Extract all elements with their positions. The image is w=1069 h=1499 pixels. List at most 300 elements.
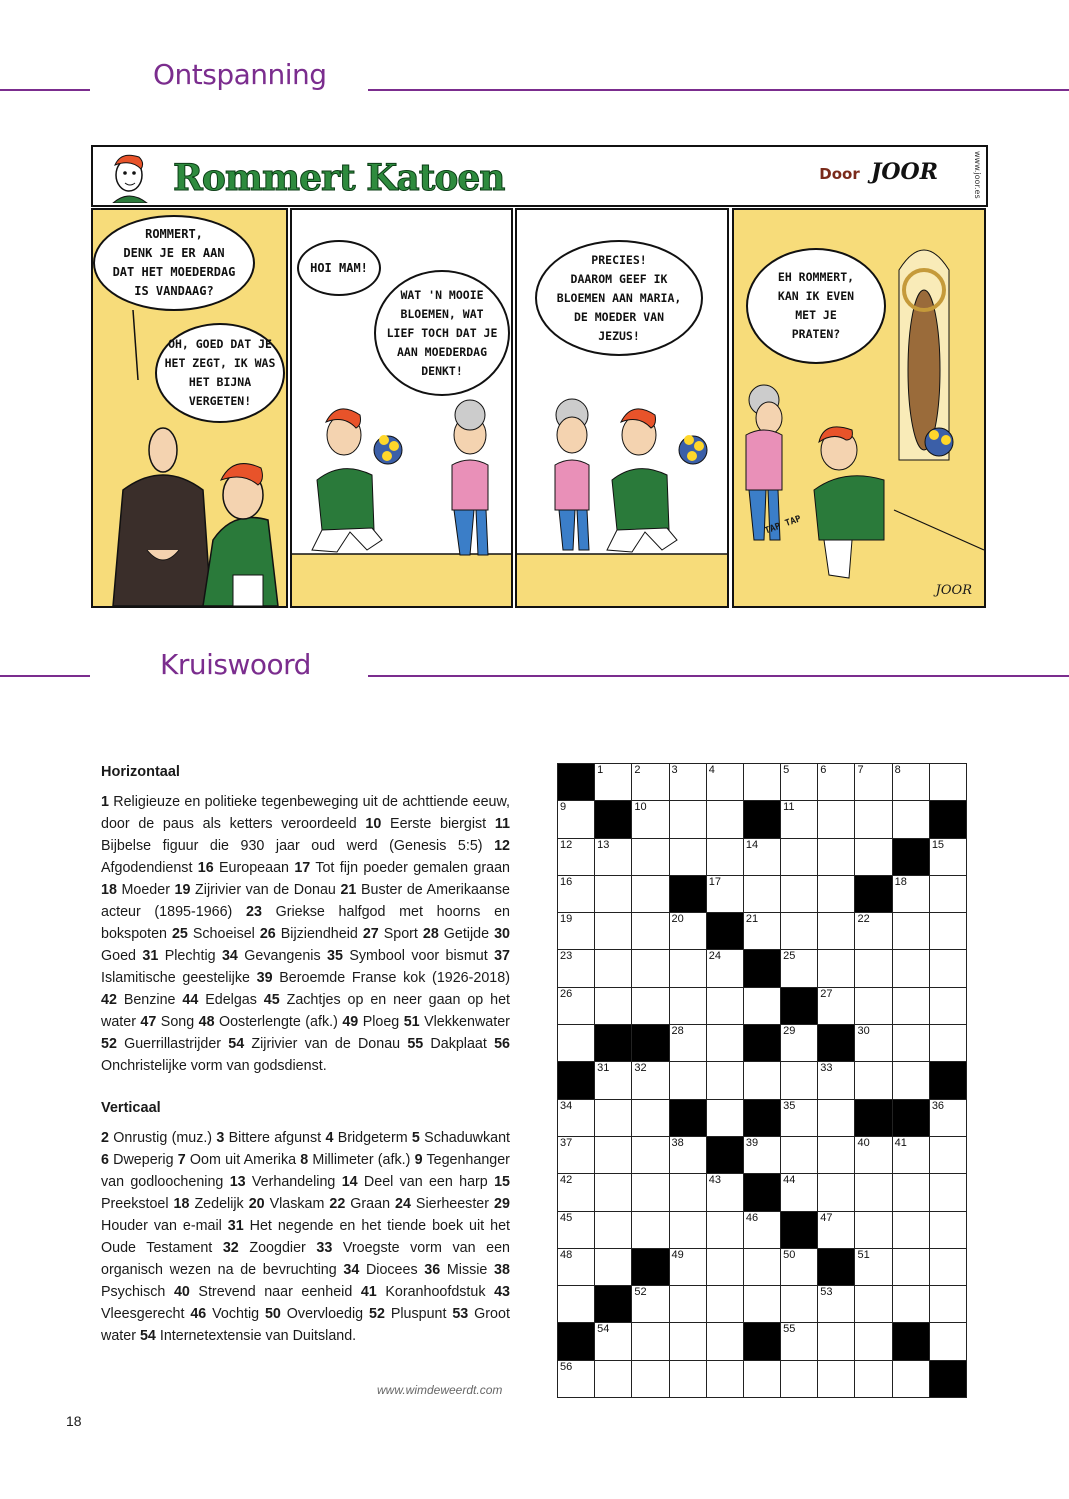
grid-cell[interactable] xyxy=(854,1248,892,1286)
grid-cell[interactable] xyxy=(780,875,818,913)
grid-cell[interactable] xyxy=(557,838,595,876)
clue-number: 24 xyxy=(395,1196,411,1212)
grid-cell[interactable] xyxy=(743,912,781,950)
grid-cell[interactable] xyxy=(892,875,930,913)
grid-cell[interactable] xyxy=(929,987,967,1025)
grid-cell[interactable] xyxy=(631,838,669,876)
grid-cell[interactable] xyxy=(706,763,744,801)
grid-cell[interactable] xyxy=(929,838,967,876)
speech-bubble: EH ROMMERT, KAN IK EVEN MET JE PRATEN? xyxy=(746,248,886,364)
grid-cell[interactable] xyxy=(743,1285,781,1323)
clue-number: 33 xyxy=(316,1240,333,1256)
grid-cell[interactable] xyxy=(631,1099,669,1137)
sound-effect: TAP TAP xyxy=(763,514,803,537)
grid-cell[interactable] xyxy=(669,987,707,1025)
clue xyxy=(395,1196,489,1212)
grid-cell[interactable] xyxy=(706,1024,744,1062)
grid-cell[interactable] xyxy=(706,1099,744,1137)
grid-cell-black xyxy=(743,1322,781,1360)
grid-cell[interactable] xyxy=(892,1285,930,1323)
clue-number: 50 xyxy=(264,1306,281,1322)
clue-text: Zijrivier van de Donau xyxy=(251,1036,401,1052)
grid-cell[interactable] xyxy=(929,1136,967,1174)
grid-cell[interactable] xyxy=(706,838,744,876)
grid-cell[interactable] xyxy=(854,1024,892,1062)
grid-cell-black xyxy=(780,1211,818,1249)
grid-cell[interactable] xyxy=(631,875,669,913)
grid-cell[interactable] xyxy=(557,1099,595,1137)
grid-cell[interactable] xyxy=(854,763,892,801)
clue xyxy=(325,1130,407,1146)
grid-cell[interactable] xyxy=(669,763,707,801)
grid-cell[interactable] xyxy=(669,1024,707,1062)
grid-cell-black xyxy=(594,1024,632,1062)
grid-cell[interactable] xyxy=(892,1248,930,1286)
grid-cell[interactable] xyxy=(817,912,855,950)
cell-number: 38 xyxy=(671,1136,684,1149)
clue-number: 31 xyxy=(142,948,159,964)
grid-cell[interactable] xyxy=(557,949,595,987)
clue-text: Eerste biergist xyxy=(390,816,487,832)
grid-cell[interactable] xyxy=(594,949,632,987)
grid-cell[interactable] xyxy=(854,1285,892,1323)
clue xyxy=(230,1174,336,1190)
clue-list xyxy=(101,791,510,1077)
grid-cell[interactable] xyxy=(631,1173,669,1211)
clue-text: Tot fijn poeder gemalen graan xyxy=(315,860,510,876)
clue xyxy=(300,1152,410,1168)
clue-text: Schoeisel xyxy=(192,926,255,942)
grid-cell[interactable] xyxy=(669,1360,707,1398)
grid-cell[interactable] xyxy=(706,1285,744,1323)
clue xyxy=(101,1152,174,1168)
cell-number: 10 xyxy=(634,801,647,814)
clue-text: Zachtjes op en neer gaan op het water xyxy=(101,992,510,1030)
grid-cell[interactable] xyxy=(892,763,930,801)
grid-cell[interactable] xyxy=(780,949,818,987)
clue-text: Schaduwkant xyxy=(424,1130,510,1146)
grid-cell[interactable] xyxy=(929,1099,967,1137)
grid-cell[interactable] xyxy=(817,1173,855,1211)
clue-text: Diocees xyxy=(365,1262,418,1278)
grid-cell[interactable] xyxy=(854,1360,892,1398)
grid-cell[interactable] xyxy=(780,912,818,950)
grid-cell[interactable] xyxy=(892,987,930,1025)
grid-cell[interactable] xyxy=(854,1322,892,1360)
grid-cell[interactable] xyxy=(631,1360,669,1398)
grid-cell[interactable] xyxy=(706,987,744,1025)
grid-cell-black xyxy=(854,875,892,913)
grid-cell-black xyxy=(892,1099,930,1137)
grid-cell[interactable] xyxy=(743,1136,781,1174)
grid-cell[interactable] xyxy=(929,875,967,913)
clues-heading: Horizontaal xyxy=(101,764,180,780)
grid-cell-black xyxy=(780,987,818,1025)
grid-cell[interactable] xyxy=(929,1211,967,1249)
grid-cell[interactable] xyxy=(594,1248,632,1286)
clue xyxy=(223,1240,306,1256)
grid-cell[interactable] xyxy=(743,763,781,801)
clue-number: 13 xyxy=(229,1174,246,1190)
grid-cell[interactable] xyxy=(594,987,632,1025)
grid-cell[interactable] xyxy=(669,1285,707,1323)
grid-cell[interactable] xyxy=(892,949,930,987)
clue-number: 56 xyxy=(494,1036,510,1052)
clue-text: Verhandeling xyxy=(251,1174,336,1190)
grid-cell[interactable] xyxy=(557,1136,595,1174)
cell-number: 14 xyxy=(745,838,759,851)
grid-cell[interactable] xyxy=(892,912,930,950)
cell-number: 16 xyxy=(560,875,573,888)
clue xyxy=(190,1306,259,1322)
clue xyxy=(101,1036,221,1052)
grid-cell[interactable] xyxy=(669,1173,707,1211)
grid-cell[interactable] xyxy=(743,1211,781,1249)
grid-cell[interactable] xyxy=(631,1322,669,1360)
clue xyxy=(265,1306,363,1322)
grid-cell[interactable] xyxy=(854,1136,892,1174)
grid-cell[interactable] xyxy=(780,800,818,838)
grid-cell[interactable] xyxy=(594,1099,632,1137)
grid-cell[interactable] xyxy=(631,1136,669,1174)
crossword-credit: www.wimdeweerdt.com xyxy=(377,1383,503,1397)
grid-cell[interactable] xyxy=(780,1136,818,1174)
clue xyxy=(175,882,336,898)
grid-cell-black xyxy=(669,875,707,913)
cell-number: 1 xyxy=(597,764,604,776)
grid-cell[interactable] xyxy=(557,1248,595,1286)
grid-cell[interactable] xyxy=(892,1173,930,1211)
grid-cell[interactable] xyxy=(780,1173,818,1211)
grid-cell-black xyxy=(817,1248,855,1286)
grid-cell-black xyxy=(817,1024,855,1062)
grid-cell[interactable] xyxy=(929,1024,967,1062)
grid-cell[interactable] xyxy=(669,1061,707,1099)
clue-number: 49 xyxy=(342,1014,359,1030)
grid-cell[interactable] xyxy=(892,1360,930,1398)
grid-cell[interactable] xyxy=(743,1360,781,1398)
clue-text: Oom uit Amerika xyxy=(189,1152,297,1168)
clue-text: Symbool voor bismut xyxy=(349,948,488,964)
grid-cell-black xyxy=(929,800,967,838)
joor-signature: JOOR xyxy=(870,159,938,185)
grid-cell[interactable] xyxy=(780,1322,818,1360)
grid-cell[interactable] xyxy=(817,875,855,913)
speech-bubble: HOI MAM! xyxy=(297,240,381,296)
grid-cell[interactable] xyxy=(929,1173,967,1211)
grid-cell[interactable] xyxy=(594,1211,632,1249)
grid-cell[interactable] xyxy=(929,1248,967,1286)
grid-cell[interactable] xyxy=(854,949,892,987)
clue-text: Bijbelse figuur die 930 jaar oud werd (Genesis 5:5) xyxy=(101,838,483,854)
grid-cell[interactable] xyxy=(817,1211,855,1249)
cell-number: 22 xyxy=(857,913,870,926)
grid-cell[interactable] xyxy=(743,1248,781,1286)
grid-cell[interactable] xyxy=(557,1360,595,1398)
cell-number: 21 xyxy=(745,913,759,926)
clues-verticaal xyxy=(101,1097,510,1347)
grid-cell[interactable] xyxy=(557,1285,595,1323)
grid-cell[interactable] xyxy=(929,1322,967,1360)
clue-text: Dweperig xyxy=(113,1152,174,1168)
grid-cell[interactable] xyxy=(780,1024,818,1062)
grid-cell[interactable] xyxy=(631,763,669,801)
section-title-ontspanning: Ontspanning xyxy=(153,58,327,91)
grid-cell[interactable] xyxy=(780,1061,818,1099)
grid-cell[interactable] xyxy=(854,838,892,876)
cell-number: 47 xyxy=(820,1211,833,1224)
grid-cell[interactable] xyxy=(780,1248,818,1286)
clue-text: Tegenhanger van godloochening xyxy=(101,1152,510,1190)
clue xyxy=(140,1328,356,1344)
grid-cell[interactable] xyxy=(817,1360,855,1398)
clue xyxy=(101,992,175,1008)
grid-cell[interactable] xyxy=(557,875,595,913)
cell-number: 28 xyxy=(671,1025,684,1038)
clue-number: 45 xyxy=(263,992,280,1008)
clue xyxy=(199,1014,338,1030)
clue-text: Overvloedig xyxy=(286,1306,364,1322)
grid-cell[interactable] xyxy=(631,800,669,838)
clue-text: Song xyxy=(160,1014,195,1030)
cell-number: 20 xyxy=(671,913,684,926)
clue-text: Buster de Amerikaanse acteur (1895-1966) xyxy=(101,882,510,920)
grid-cell[interactable] xyxy=(594,1173,632,1211)
grid-cell[interactable] xyxy=(817,1285,855,1323)
clue-text: Guerrillastrijder xyxy=(124,1036,222,1052)
section-rule-right xyxy=(368,675,1069,677)
clue xyxy=(174,1284,352,1300)
grid-cell-black xyxy=(892,1322,930,1360)
cell-number: 46 xyxy=(745,1211,759,1224)
grid-cell[interactable] xyxy=(817,1136,855,1174)
grid-cell[interactable] xyxy=(780,1360,818,1398)
grid-cell[interactable] xyxy=(594,1136,632,1174)
grid-cell[interactable] xyxy=(594,763,632,801)
grid-cell[interactable] xyxy=(669,838,707,876)
grid-cell[interactable] xyxy=(557,912,595,950)
clue-number: 11 xyxy=(494,816,510,832)
cell-number: 23 xyxy=(560,950,573,963)
grid-cell[interactable] xyxy=(817,987,855,1025)
cell-number: 18 xyxy=(894,875,907,888)
grid-cell[interactable] xyxy=(706,1248,744,1286)
grid-cell[interactable] xyxy=(669,800,707,838)
clue-text: Missie xyxy=(446,1262,488,1278)
grid-cell[interactable] xyxy=(743,1061,781,1099)
grid-cell[interactable] xyxy=(631,1061,669,1099)
clue-text: Edelgas xyxy=(205,992,257,1008)
clue-text: Ploeg xyxy=(362,1014,400,1030)
clue-text: Millimeter (afk.) xyxy=(312,1152,411,1168)
clues-heading: Verticaal xyxy=(101,1100,161,1116)
cell-number: 9 xyxy=(560,801,567,814)
grid-cell[interactable] xyxy=(854,1173,892,1211)
grid-cell[interactable] xyxy=(706,1173,744,1211)
grid-cell-black xyxy=(929,1360,967,1398)
clue-text: Strevend naar eenheid xyxy=(198,1284,353,1300)
grid-cell[interactable] xyxy=(706,1211,744,1249)
clue-text: Bittere afgunst xyxy=(228,1130,322,1146)
grid-cell[interactable] xyxy=(669,1248,707,1286)
grid-cell[interactable] xyxy=(780,763,818,801)
grid-cell[interactable] xyxy=(631,949,669,987)
grid-cell-black xyxy=(892,838,930,876)
clue-number: 54 xyxy=(139,1328,156,1344)
cell-number: 34 xyxy=(560,1099,573,1112)
cell-number: 43 xyxy=(708,1174,721,1187)
grid-cell[interactable] xyxy=(854,912,892,950)
grid-cell[interactable] xyxy=(706,875,744,913)
grid-cell[interactable] xyxy=(557,800,595,838)
grid-cell[interactable] xyxy=(929,912,967,950)
grid-cell[interactable] xyxy=(594,912,632,950)
grid-cell[interactable] xyxy=(706,800,744,838)
clue-number: 34 xyxy=(343,1262,360,1278)
grid-cell[interactable] xyxy=(557,1173,595,1211)
grid-cell[interactable] xyxy=(892,1211,930,1249)
clue-text: Vleesgerecht xyxy=(101,1306,185,1322)
clue xyxy=(101,882,170,898)
grid-cell[interactable] xyxy=(817,1061,855,1099)
grid-cell[interactable] xyxy=(669,1322,707,1360)
clue-text: Afgodendienst xyxy=(101,860,193,876)
grid-cell[interactable] xyxy=(743,838,781,876)
clue-text: Goed xyxy=(101,948,136,964)
clue xyxy=(182,992,256,1008)
clue-text: Religieuze en politieke tegenbeweging uit de achttiende eeuw, door de paus als ketters veroordeeld xyxy=(101,794,510,832)
clue-text: Europeaan xyxy=(219,860,289,876)
cell-number: 40 xyxy=(857,1136,870,1149)
grid-cell-black xyxy=(594,1285,632,1323)
grid-cell[interactable] xyxy=(929,1285,967,1323)
grid-cell[interactable] xyxy=(780,1099,818,1137)
grid-cell[interactable] xyxy=(854,800,892,838)
clue xyxy=(342,1174,488,1190)
cell-number: 12 xyxy=(560,838,573,851)
grid-cell[interactable] xyxy=(743,875,781,913)
grid-cell[interactable] xyxy=(817,838,855,876)
clue-number: 18 xyxy=(173,1196,190,1212)
grid-cell[interactable] xyxy=(892,1061,930,1099)
grid-cell[interactable] xyxy=(706,1360,744,1398)
cell-number: 24 xyxy=(708,950,721,963)
grid-cell[interactable] xyxy=(594,1061,632,1099)
clue-number: 21 xyxy=(340,882,357,898)
cell-number: 50 xyxy=(783,1248,796,1261)
grid-cell[interactable] xyxy=(631,987,669,1025)
clue-number: 6 xyxy=(101,1152,109,1168)
clue-text: Zoogdier xyxy=(249,1240,306,1256)
clue xyxy=(343,1262,417,1278)
grid-cell[interactable] xyxy=(706,949,744,987)
grid-cell[interactable] xyxy=(557,1211,595,1249)
grid-cell[interactable] xyxy=(594,1360,632,1398)
grid-cell[interactable] xyxy=(557,1024,595,1062)
clue xyxy=(369,1306,446,1322)
grid-cell[interactable] xyxy=(594,875,632,913)
grid-cell[interactable] xyxy=(743,987,781,1025)
clue-text: Moeder xyxy=(121,882,170,898)
grid-cell[interactable] xyxy=(817,1322,855,1360)
cell-number: 8 xyxy=(894,764,901,776)
clue xyxy=(361,1284,486,1300)
cell-number: 53 xyxy=(820,1286,833,1299)
grid-cell-black xyxy=(669,1099,707,1137)
clue-number: 18 xyxy=(101,882,117,898)
clue-number: 44 xyxy=(182,992,199,1008)
clue xyxy=(404,1014,510,1030)
clue-text: Het negende en het tiende boek uit het Oude Testament xyxy=(101,1218,510,1256)
grid-cell[interactable] xyxy=(706,1061,744,1099)
grid-cell[interactable] xyxy=(669,1211,707,1249)
cell-number: 42 xyxy=(560,1174,573,1187)
grid-cell[interactable] xyxy=(892,800,930,838)
grid-cell[interactable] xyxy=(557,987,595,1025)
speech-bubble: PRECIES! DAAROM GEEF IK BLOEMEN AAN MARIA, DE MOEDER VAN JEZUS! xyxy=(535,240,703,356)
clue xyxy=(101,1130,212,1146)
grid-cell[interactable] xyxy=(706,1322,744,1360)
grid-cell[interactable] xyxy=(854,1061,892,1099)
clue xyxy=(172,926,255,942)
cell-number: 45 xyxy=(560,1211,573,1224)
grid-cell[interactable] xyxy=(854,1211,892,1249)
clue-number: 27 xyxy=(362,926,379,942)
clue-list xyxy=(101,1127,510,1347)
crossword-grid xyxy=(557,763,966,1397)
cell-number: 11 xyxy=(783,801,795,814)
grid-cell[interactable] xyxy=(669,949,707,987)
clue-text: Getijde xyxy=(443,926,490,942)
grid-cell[interactable] xyxy=(631,912,669,950)
grid-cell[interactable] xyxy=(817,800,855,838)
statue-scene xyxy=(734,210,984,606)
grid-cell[interactable] xyxy=(780,838,818,876)
grid-cell[interactable] xyxy=(817,1099,855,1137)
clue-text: Griekse halfgod met hoorns en bokspoten xyxy=(101,904,510,942)
grid-cell[interactable] xyxy=(631,1211,669,1249)
clue-text: Plechtig xyxy=(164,948,216,964)
grid-cell[interactable] xyxy=(780,1285,818,1323)
grid-cell[interactable] xyxy=(817,949,855,987)
clue-text: Sport xyxy=(383,926,418,942)
grid-cell[interactable] xyxy=(817,763,855,801)
grid-cell[interactable] xyxy=(892,1136,930,1174)
comic-panel-1 xyxy=(91,208,288,608)
clue-number: 9 xyxy=(414,1152,423,1168)
clue-text: Bridgeterm xyxy=(337,1130,408,1146)
grid-cell[interactable] xyxy=(669,912,707,950)
cell-number: 51 xyxy=(857,1248,870,1261)
grid-cell[interactable] xyxy=(594,1322,632,1360)
clue xyxy=(327,948,488,964)
clue-text: Psychisch xyxy=(101,1284,166,1300)
grid-cell[interactable] xyxy=(631,1285,669,1323)
grid-cell[interactable] xyxy=(854,987,892,1025)
cell-number: 25 xyxy=(783,950,796,963)
clue xyxy=(198,860,289,876)
clue-text: Internetextensie van Duitsland. xyxy=(159,1328,357,1344)
grid-cell[interactable] xyxy=(929,949,967,987)
clue-text: Sierheester xyxy=(415,1196,490,1212)
grid-cell-black xyxy=(557,1061,595,1099)
author-credit xyxy=(819,159,938,185)
grid-cell[interactable] xyxy=(929,763,967,801)
grid-cell[interactable] xyxy=(669,1136,707,1174)
clue-number: 43 xyxy=(494,1284,510,1300)
grid-cell[interactable] xyxy=(892,1024,930,1062)
grid-cell[interactable] xyxy=(594,838,632,876)
